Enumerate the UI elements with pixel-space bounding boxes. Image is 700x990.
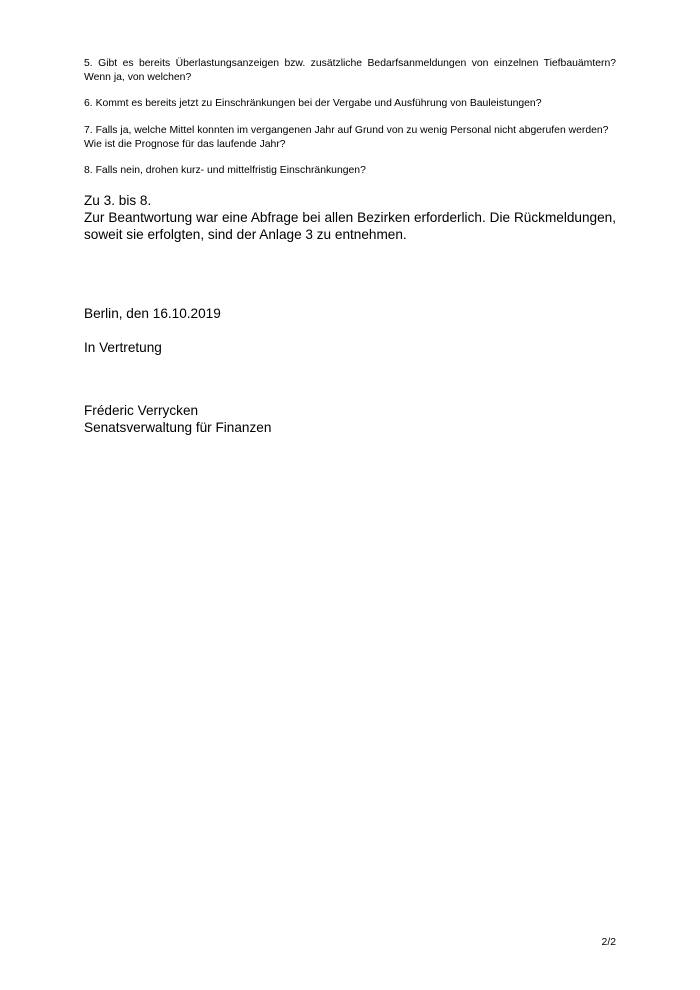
signatory-office: Senatsverwaltung für Finanzen <box>84 420 272 435</box>
question-6-number: 6. <box>84 98 93 109</box>
question-7-number: 7. <box>84 125 93 136</box>
page-number: 2/2 <box>601 937 616 948</box>
question-8-text: Falls nein, drohen kurz- und mittelfristig Einschränkungen? <box>95 165 366 176</box>
question-7 <box>84 124 616 151</box>
place-date: Berlin, den 16.10.2019 <box>84 306 221 321</box>
question-5-text: Gibt es bereits Überlastungsanzeigen bzw. zusätzliche Bedarfsanmeldungen von einzelnen Tiefbauämtern? Wenn ja, von welchen? <box>84 58 616 83</box>
question-8-number: 8. <box>84 165 93 176</box>
answer-text: Zur Beantwortung war eine Abfrage bei allen Bezirken erforderlich. Die Rückmeldungen, soweit sie erfolgten, sind der Anlage 3 zu entnehmen. <box>84 210 616 242</box>
question-8 <box>84 164 616 178</box>
answer-heading: Zu 3. bis 8. <box>84 193 152 208</box>
representation-note: In Vertretung <box>84 340 162 355</box>
question-5 <box>84 57 616 84</box>
question-6-text: Kommt es bereits jetzt zu Einschränkungen bei der Vergabe und Ausführung von Bauleistungen? <box>95 98 542 109</box>
question-7-text: Falls ja, welche Mittel konnten im vergangenen Jahr auf Grund von zu wenig Personal nicht abgerufen werden? Wie ist die Prognose für das laufende Jahr? <box>84 125 609 150</box>
question-5-number: 5. <box>84 58 93 69</box>
signatory-name: Fréderic Verrycken <box>84 403 199 418</box>
question-6 <box>84 97 616 111</box>
